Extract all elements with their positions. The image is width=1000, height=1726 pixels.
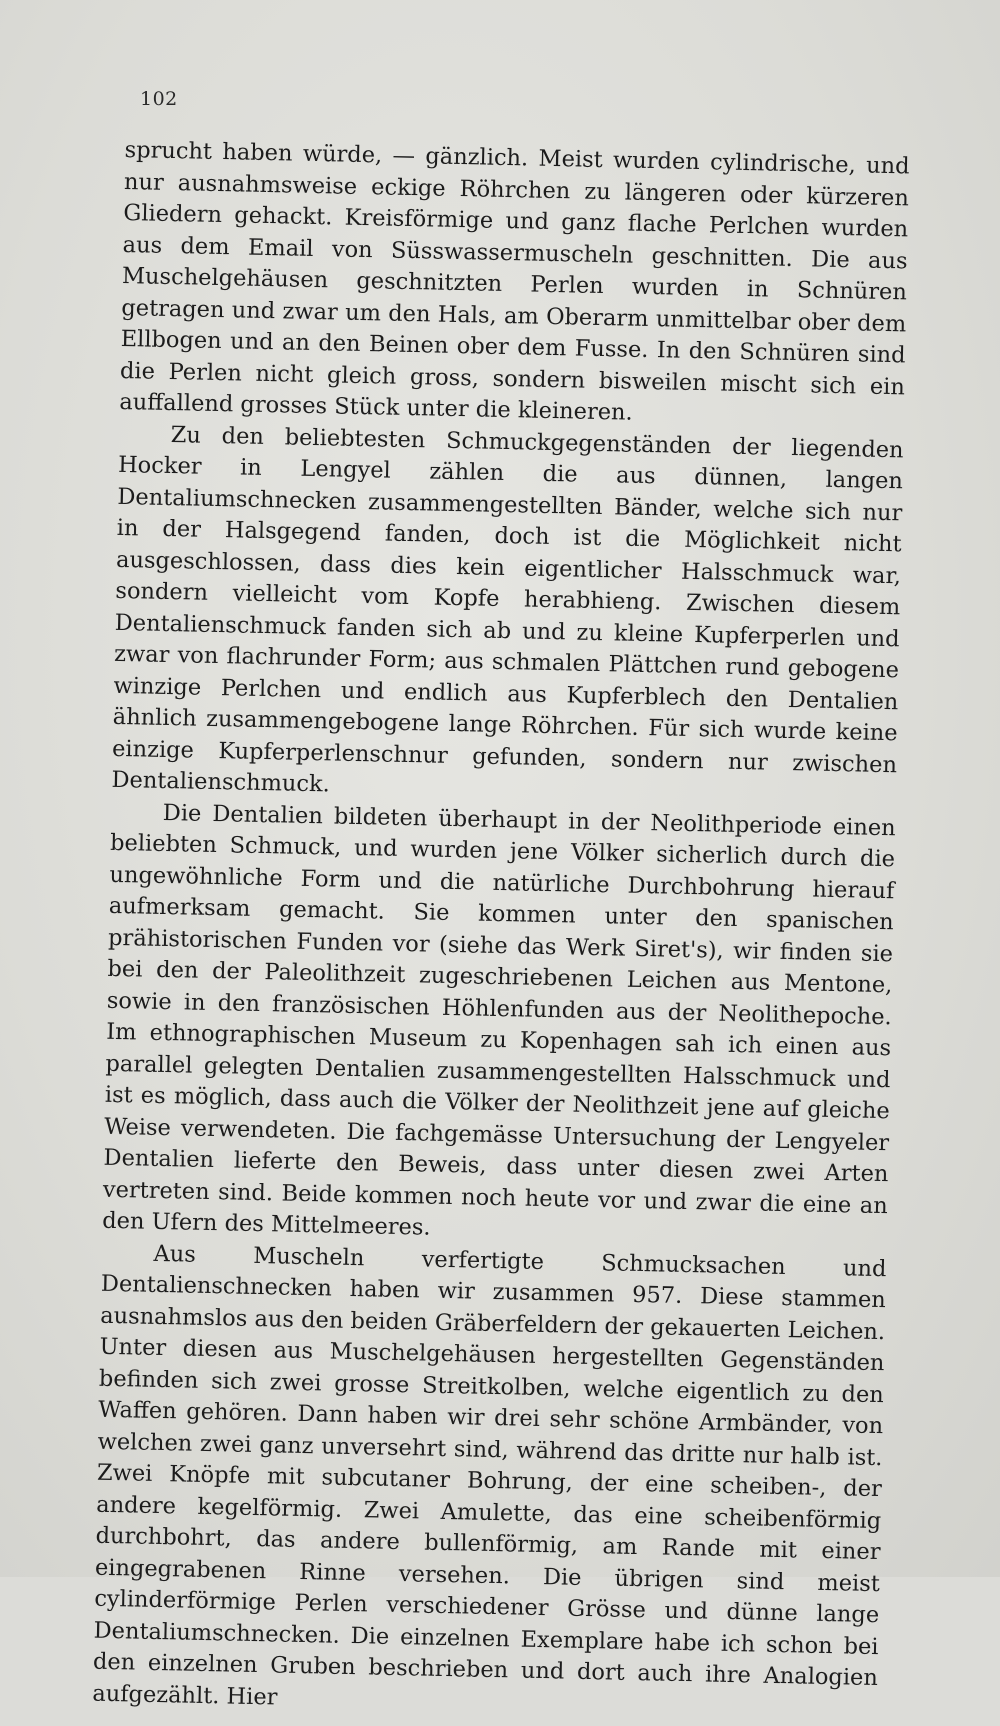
paragraph-dentalium-bands: Zu den beliebtesten Schmuckgegenständen der liegenden Hocker in Lengyel zählen die aus dünnen, langen Dentaliumschnecken zusammengestellten Bänder, welche sich nur in der Halsgegend fanden, doch ist die Möglichkeit nicht ausgeschlossen, dass dies kein eigentlicher Halsschmuck war, sondern vielleicht vom Kopfe herabhieng. Zwischen diesem Dentalienschmuck fanden sich ab und zu kleine Kupferperlen und zwar von flachrunder Form; aus schmalen Plättchen rund gebogene winzige Perlchen und endlich aus Kupferblech den Dentalien ähnlich zusammengebogene lange Röhrchen. Für sich wurde keine einzige Kupferperlenschnur gefunden, sondern nur zwischen Dentalienschmuck. (111, 421, 904, 798)
paragraph-dentalia-neolithic: Die Dentalien bildeten überhaupt in der Neolithperiode einen beliebten Schmuck, und wurden jene Völker sicherlich durch die ungewöhnliche Form und die natürliche Durchbohrung hierauf aufmerksam gemacht. Sie kommen unter den spanischen prähistorischen Funden vor (siehe das Werk Siret's), wir finden sie bei den der Paleolithzeit zugeschriebenen Leichen aus Mentone, sowie in den französischen Höhlenfunden aus der Neolithepoche. Im ethnographischen Museum zu Kopenhagen sah ich einen aus parallel gelegten Dentalien zusammengestellten Halsschmuck und ist es möglich, dass auch die Völker der Neolithzeit jene auf gleiche Weise verwendeten. Die fachgemässe Untersuchung der Lengyeler Dentalien lieferte den Beweis, dass unter diesen zwei Arten vertreten sind. Beide kommen noch heute vor und zwar die eine an den Ufern des Mittelmeeres. (101, 799, 896, 1241)
body-text (92, 135, 910, 1726)
page-number: 102 (140, 88, 178, 110)
paragraph-continuation: sprucht haben würde, — gänzlich. Meist wurden cylindrische, und nur ausnahmsweise eckige Röhrchen zu längeren oder kürzeren Gliedern gehackt. Kreisförmige und ganz flache Perlchen wurden aus dem Email von Süsswassermuscheln geschnitten. Die aus Muschelgehäusen geschnitzten Perlen wurden in Schnüren getragen und zwar um den Hals, am Oberarm unmittelbar ober dem Ellbogen und an den Beinen ober dem Fusse. In den Schnüren sind die Perlen nicht gleich gross, sondern bisweilen mischt sich ein auffallend grosses Stück unter die kleineren. (119, 136, 910, 426)
paragraph-shell-ornaments: Aus Muscheln verfertigte Schmucksachen und Dentalienschnecken haben wir zusammen 957. Diese stammen ausnahmslos aus den beiden Gräberfeldern der gekauerten Leichen. Unter diesen aus Muschelgehäusen hergestellten Gegenständen befinden sich zwei grosse Streitkolben, welche eigentlich zu den Waffen gehören. Dann haben wir drei sehr schöne Armbänder, von welchen zwei ganz unversehrt sind, während das dritte nur halb ist. Zwei Knöpfe mit subcutaner Bohrung, der eine scheiben-, der andere kegelförmig. Zwei Amulette, das eine scheibenförmig durchbohrt, das andere bullenförmig, am Rande mit einer eingegrabenen Rinne versehen. Die übrigen sind meist cylinderförmige Perlen verschiedener Grösse und dünne lange Dentaliumschnecken. Die einzelnen Exemplare habe ich schon bei den einzelnen Gruben beschrieben und dort auch ihre Analogien aufgezählt. Hier (92, 1240, 887, 1711)
